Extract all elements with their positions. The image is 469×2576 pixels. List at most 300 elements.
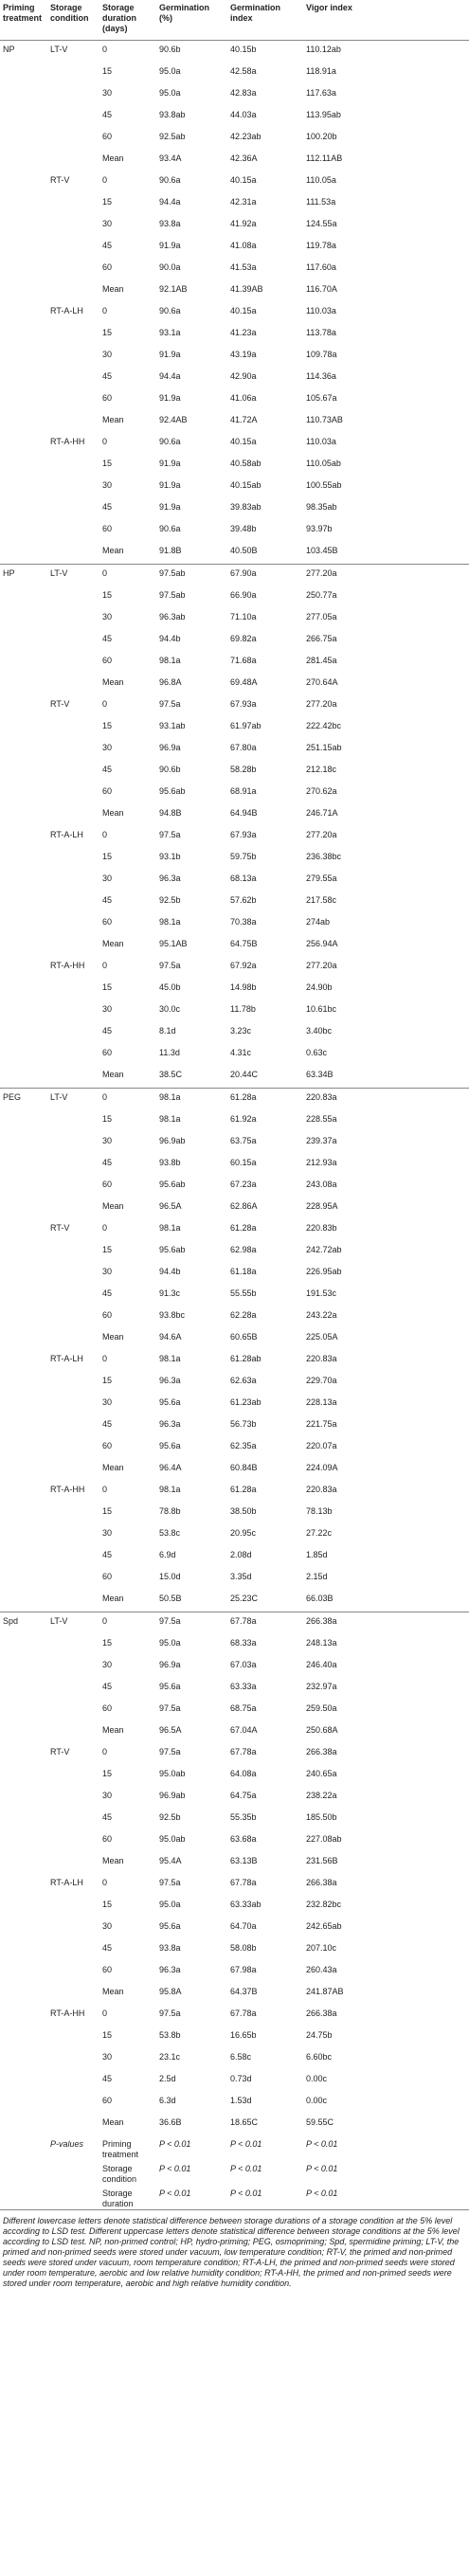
cell-vigor-index: 112.11AB: [306, 153, 343, 163]
cell-storage-duration: Mean: [102, 1856, 124, 1865]
cell-priming-treatment: [0, 630, 47, 652]
cell-storage-duration: Mean: [102, 1594, 124, 1603]
cell-vigor-index: 117.60a: [306, 262, 336, 272]
cell-germination: 45.0b: [159, 982, 181, 992]
cell-vigor-index: 185.50b: [306, 1812, 337, 1822]
cell-germination-index: 67.23a: [230, 1180, 257, 1189]
cell-pvalue-factor: Priming treatment: [102, 2139, 139, 2159]
table-row: [0, 2005, 469, 2027]
cell-vigor-index: 277.20a: [306, 830, 337, 839]
cell-priming-treatment: [0, 1546, 47, 1568]
table-row: [0, 804, 469, 826]
cell-priming-treatment: [0, 1983, 47, 2005]
cell-germination: 92.1AB: [159, 284, 188, 294]
table-row: [0, 1503, 469, 1524]
cell-storage-condition: LT-V: [47, 565, 99, 587]
cell-storage-duration: 60: [102, 1048, 113, 1057]
cell-germination-index: 55.55b: [230, 1288, 257, 1298]
table-body: [0, 41, 469, 2210]
cell-priming-treatment: [0, 1700, 47, 1721]
cell-storage-condition: [47, 1961, 99, 1983]
cell-vigor-index: 250.77a: [306, 590, 337, 600]
cell-priming-treatment: [0, 1110, 47, 1132]
cell-germination: 98.1a: [159, 656, 181, 665]
cell-priming-treatment: [0, 1219, 47, 1241]
table-row: [0, 106, 469, 128]
cell-pvalue-vigor-index: P < 0.01: [306, 2139, 338, 2149]
table-row: [0, 150, 469, 171]
cell-empty: [0, 2135, 47, 2160]
cell-storage-duration: Mean: [102, 1201, 124, 1211]
cell-storage-condition: [47, 1765, 99, 1787]
cell-storage-duration: Mean: [102, 2117, 124, 2127]
cell-germination: 96.3a: [159, 1419, 181, 1429]
cell-priming-treatment: [0, 63, 47, 84]
cell-storage-condition: [47, 520, 99, 542]
cell-germination: 96.3a: [159, 1965, 181, 1974]
table-row: [0, 1306, 469, 1328]
cell-storage-condition: RT-V: [50, 699, 70, 709]
cell-priming-treatment: [0, 1263, 47, 1285]
cell-priming-treatment: [0, 761, 47, 783]
cell-pvalue-germination-index: P < 0.01: [230, 2139, 262, 2149]
table-row: [0, 1154, 469, 1176]
cell-storage-condition: [47, 2070, 99, 2092]
cell-storage-condition: [47, 1524, 99, 1546]
cell-germination-index: 16.65b: [230, 2030, 257, 2040]
cell-germination: 92.4AB: [159, 415, 188, 424]
cell-priming-treatment: [0, 1765, 47, 1787]
cell-storage-duration: 15: [102, 2030, 113, 2040]
table-row: [0, 717, 469, 739]
cell-empty: [0, 2185, 47, 2209]
cell-pvalue-vigor-index: P < 0.01: [306, 2164, 338, 2173]
cell-storage-duration: 15: [102, 590, 113, 600]
cell-storage-condition: [47, 739, 99, 761]
cell-germination-index: 2.08d: [230, 1550, 252, 1559]
cell-germination-index: 67.93a: [230, 699, 257, 709]
cell-priming-treatment: [0, 1328, 47, 1350]
cell-priming-treatment: [0, 1787, 47, 1809]
cell-storage-condition: [47, 259, 99, 280]
table-row: [0, 1546, 469, 1568]
cell-storage-duration: 30: [102, 88, 113, 98]
cell-germination-index: 62.86A: [230, 1201, 258, 1211]
cell-germination: 96.9a: [159, 743, 181, 752]
cell-storage-duration: 45: [102, 371, 113, 381]
cell-vigor-index: 24.75b: [306, 2030, 333, 2040]
cell-germination-index: 41.06a: [230, 393, 257, 403]
cell-vigor-index: 277.20a: [306, 699, 337, 709]
cell-germination: 94.6A: [159, 1332, 182, 1342]
cell-pvalue-germination-index: P < 0.01: [230, 2164, 262, 2173]
cell-germination: 96.3ab: [159, 612, 186, 621]
cell-storage-condition: LT-V: [50, 45, 68, 54]
cell-vigor-index: 98.35ab: [306, 502, 337, 512]
cell-germination: 30.0c: [159, 1004, 181, 1014]
cell-storage-condition: [47, 2048, 99, 2070]
cell-storage-duration: 45: [102, 241, 113, 250]
cell-storage-condition: RT-V: [50, 175, 70, 185]
cell-vigor-index: 113.95ab: [306, 110, 341, 119]
cell-storage-duration: 60: [102, 262, 113, 272]
cell-storage-condition: [47, 477, 99, 498]
cell-germination: 95.0ab: [159, 1769, 186, 1778]
table-row: [0, 324, 469, 346]
cell-priming-treatment: [0, 695, 47, 717]
table-row: [0, 1918, 469, 1939]
table-row: [0, 630, 469, 652]
cell-storage-condition: RT-A-HH: [50, 1485, 85, 1494]
cell-priming-treatment: Spd: [0, 1612, 47, 1635]
cell-vigor-index: 243.08a: [306, 1180, 337, 1189]
pvalue-row: [0, 2135, 469, 2160]
cell-germination: 95.0a: [159, 88, 181, 98]
cell-germination-index: 61.28a: [227, 1089, 303, 1111]
cell-germination: 98.1a: [159, 1223, 181, 1233]
cell-storage-condition: [47, 674, 99, 695]
cell-storage-duration: 0: [102, 1878, 108, 1887]
table-row: [0, 1350, 469, 1372]
cell-germination: 93.8a: [159, 219, 181, 228]
cell-vigor-index: 220.83a: [303, 1089, 469, 1111]
cell-storage-duration: 15: [102, 1900, 113, 1909]
cell-germination-index: 67.98a: [230, 1965, 257, 1974]
cell-priming-treatment: [0, 717, 47, 739]
cell-storage-duration: 30: [102, 743, 113, 752]
cell-germination-index: 0.73d: [230, 2074, 252, 2083]
table-row: [0, 1568, 469, 1590]
cell-pvalue-vigor-index: P < 0.01: [306, 2189, 338, 2198]
cell-storage-duration: 30: [102, 1791, 113, 1800]
table-row: [0, 2114, 469, 2135]
cell-germination-index: 40.15ab: [230, 480, 262, 490]
cell-priming-treatment: [0, 1285, 47, 1306]
cell-priming-treatment: [0, 1830, 47, 1852]
cell-priming-treatment: [0, 957, 47, 979]
cell-germination-index: 44.03a: [230, 110, 257, 119]
cell-germination: 98.1a: [156, 1089, 227, 1111]
cell-storage-condition: [47, 1154, 99, 1176]
cell-storage-condition: [47, 1809, 99, 1830]
cell-priming-treatment: NP: [3, 45, 15, 54]
cell-germination: 53.8b: [159, 2030, 181, 2040]
cell-germination-index: 41.23a: [230, 328, 257, 337]
cell-storage-condition: [47, 1198, 99, 1219]
cell-storage-condition: [47, 848, 99, 870]
cell-pvalue-germination: P < 0.01: [159, 2189, 191, 2198]
cell-storage-duration: 15: [102, 459, 113, 468]
cell-priming-treatment: [0, 1874, 47, 1896]
cell-germination: 2.5d: [159, 2074, 176, 2083]
cell-storage-duration: 45: [102, 1812, 113, 1822]
cell-germination: 6.3d: [159, 2096, 176, 2105]
cell-germination: 97.5ab: [156, 565, 227, 587]
cell-germination-index: 67.03a: [230, 1660, 257, 1669]
cell-vigor-index: 110.73AB: [306, 415, 343, 424]
cell-vigor-index: 266.38a: [303, 1612, 469, 1635]
table-row: [0, 1852, 469, 1874]
cell-storage-duration: 30: [102, 219, 113, 228]
cell-germination-index: 64.08a: [230, 1769, 257, 1778]
cell-germination-index: 42.36A: [230, 153, 258, 163]
cell-germination: 96.4A: [159, 1463, 182, 1472]
cell-germination: 23.1c: [159, 2052, 181, 2062]
cell-storage-duration: 0: [99, 565, 156, 587]
cell-germination: 95.6a: [159, 1441, 181, 1450]
cell-storage-duration: 15: [102, 721, 113, 730]
cell-priming-treatment: [0, 652, 47, 674]
table-row: [0, 913, 469, 935]
cell-storage-duration: 30: [102, 1397, 113, 1407]
cell-priming-treatment: [0, 979, 47, 1000]
table-row: [0, 1678, 469, 1700]
cell-germination-index: 67.93a: [230, 830, 257, 839]
cell-germination: 93.1a: [159, 328, 181, 337]
cell-storage-condition: [47, 1415, 99, 1437]
cell-priming-treatment: [0, 1022, 47, 1044]
cell-storage-duration: 0: [102, 2009, 108, 2018]
cell-germination: 91.9a: [159, 241, 181, 250]
cell-priming-treatment: [0, 411, 47, 433]
cell-storage-duration: 60: [102, 1572, 113, 1581]
table-row: [0, 259, 469, 280]
cell-germination: 15.0d: [159, 1572, 181, 1581]
cell-storage-condition: [47, 215, 99, 237]
cell-priming-treatment: [0, 150, 47, 171]
cell-vigor-index: 260.43a: [306, 1965, 337, 1974]
cell-germination: 96.9ab: [159, 1791, 186, 1800]
cell-germination-index: 62.98a: [230, 1245, 257, 1254]
cell-storage-condition: [47, 1306, 99, 1328]
cell-storage-condition: [47, 1896, 99, 1918]
cell-storage-condition: [47, 1394, 99, 1415]
cell-storage-condition: [47, 498, 99, 520]
cell-vigor-index: 231.56B: [306, 1856, 338, 1865]
cell-storage-condition: [47, 1787, 99, 1809]
cell-pvalue-factor: Storage duration: [102, 2189, 134, 2208]
cell-vigor-index: 24.90b: [306, 982, 333, 992]
cell-storage-duration: Mean: [102, 1987, 124, 1996]
cell-germination-index: 38.50b: [230, 1506, 257, 1516]
cell-germination-index: 67.78a: [227, 1612, 303, 1635]
cell-germination-index: 41.08a: [230, 241, 257, 250]
cell-germination: 97.5a: [156, 1612, 227, 1635]
cell-vigor-index: 240.65a: [306, 1769, 337, 1778]
cell-germination: 97.5a: [159, 1878, 181, 1887]
cell-germination-index: 57.62b: [230, 895, 257, 905]
cell-priming-treatment: [0, 2048, 47, 2070]
cell-priming-treatment: [0, 215, 47, 237]
cell-germination-index: 39.48b: [230, 524, 257, 533]
cell-germination-index: 62.35a: [230, 1441, 257, 1450]
cell-storage-condition: RT-A-HH: [50, 437, 85, 446]
cell-pvalue-germination: P < 0.01: [159, 2139, 191, 2149]
cell-vigor-index: 111.53a: [306, 197, 336, 207]
cell-germination-index: 64.94B: [230, 808, 258, 818]
cell-vigor-index: 110.05a: [306, 175, 336, 185]
cell-storage-condition: [47, 1459, 99, 1481]
cell-storage-condition: [47, 913, 99, 935]
cell-germination: 11.3d: [159, 1048, 180, 1057]
table-footnote: Different lowercase letters denote statistical difference between storage durations of a storage condition at the 5% level according to LSD test. Different uppercase letters denote statistical difference between storage conditions at the 5% level according to LSD test. NP, non-primed control; HP, hydro-priming; PEG, osmopriming; Spd, spermidine priming; LT-V, the primed and non-primed seeds were stored under vacuum, low temperature condition; RT-V, the primed and non-primed seeds were stored under vacuum, room temperature condition; RT-A-LH, the primed and non-primed seeds were stored under room temperature, aerobic and low relative humidity condition; RT-A-HH, the primed and non-primed seeds were stored under room temperature, aerobic and high relative humidity condition.: [0, 2209, 469, 2289]
table-row: [0, 455, 469, 477]
cell-germination: 94.8B: [159, 808, 182, 818]
table-row: [0, 2027, 469, 2048]
table-row: [0, 957, 469, 979]
cell-priming-treatment: [0, 2005, 47, 2027]
cell-germination-index: 63.68a: [230, 1834, 257, 1844]
cell-priming-treatment: [0, 106, 47, 128]
cell-germination-index: 64.37B: [230, 1987, 258, 1996]
cell-storage-condition: [47, 280, 99, 302]
cell-germination-index: 67.78a: [230, 1747, 257, 1756]
cell-germination: 96.9a: [159, 1660, 181, 1669]
cell-germination-index: 14.98b: [230, 982, 257, 992]
cell-vigor-index: 266.75a: [306, 634, 337, 643]
cell-storage-duration: 60: [102, 132, 113, 141]
cell-germination: 97.5ab: [159, 590, 186, 600]
cell-germination-index: 64.75a: [230, 1791, 257, 1800]
pvalue-row: [0, 2185, 469, 2209]
cell-germination: 96.8A: [159, 677, 182, 687]
cell-priming-treatment: [0, 826, 47, 848]
cell-storage-duration: 0: [102, 437, 108, 446]
cell-storage-condition: LT-V: [47, 1089, 99, 1111]
cell-priming-treatment: [0, 193, 47, 215]
table-row: [0, 41, 469, 63]
cell-vigor-index: 110.03a: [306, 306, 336, 315]
cell-vigor-index: 232.82bc: [306, 1900, 342, 1909]
cell-vigor-index: 227.08ab: [306, 1834, 342, 1844]
cell-vigor-index: 103.45B: [306, 546, 338, 555]
cell-storage-condition: [47, 324, 99, 346]
cell-storage-duration: 15: [102, 982, 113, 992]
cell-germination: 96.9ab: [159, 1136, 186, 1145]
cell-storage-condition: [47, 411, 99, 433]
cell-priming-treatment: [0, 389, 47, 411]
cell-storage-duration: 60: [102, 524, 113, 533]
cell-vigor-index: 241.87AB: [306, 1987, 344, 1996]
cell-germination: 6.9d: [159, 1550, 176, 1559]
cell-germination-index: 6.58c: [230, 2052, 252, 2062]
cell-storage-duration: 60: [102, 1703, 113, 1713]
cell-germination-index: 63.33a: [230, 1682, 257, 1691]
cell-germination-index: 63.33ab: [230, 1900, 262, 1909]
cell-vigor-index: 250.68A: [306, 1725, 338, 1735]
cell-storage-duration: 0: [102, 175, 108, 185]
table-row: [0, 346, 469, 368]
cell-pvalue-germination-index: P < 0.01: [230, 2189, 262, 2198]
cell-vigor-index: 3.40bc: [306, 1026, 333, 1036]
cell-germination-index: 67.92a: [230, 961, 257, 970]
cell-germination: 95.6ab: [159, 1180, 186, 1189]
table-row: [0, 63, 469, 84]
cell-germination: 98.1a: [159, 1114, 181, 1124]
cell-germination-index: 58.28b: [230, 765, 257, 774]
cell-storage-condition: [47, 1939, 99, 1961]
table-row: [0, 1590, 469, 1612]
cell-germination-index: 40.58ab: [230, 459, 262, 468]
cell-priming-treatment: [0, 1132, 47, 1154]
cell-germination: 93.4A: [159, 153, 182, 163]
cell-storage-duration: Mean: [102, 546, 124, 555]
cell-germination-index: 42.31a: [230, 197, 257, 207]
cell-storage-duration: 60: [102, 1310, 113, 1320]
cell-germination-index: 25.23C: [230, 1594, 259, 1603]
table-row: [0, 739, 469, 761]
table-row: [0, 979, 469, 1000]
cell-priming-treatment: [0, 1350, 47, 1372]
table-row: [0, 2048, 469, 2070]
cell-storage-condition: RT-V: [50, 1223, 70, 1233]
cell-vigor-index: 212.18c: [306, 765, 337, 774]
table-row: [0, 1656, 469, 1678]
cell-storage-condition: [47, 1044, 99, 1066]
cell-storage-condition: [47, 106, 99, 128]
cell-vigor-index: 236.38bc: [306, 852, 342, 861]
cell-germination: 97.5a: [159, 961, 181, 970]
cell-vigor-index: 105.67a: [306, 393, 337, 403]
cell-priming-treatment: [0, 1066, 47, 1089]
cell-storage-condition: [47, 1700, 99, 1721]
table-row: [0, 826, 469, 848]
cell-priming-treatment: [0, 2114, 47, 2135]
table-row: [0, 695, 469, 717]
cell-vigor-index: 220.83a: [306, 1485, 337, 1494]
cell-storage-condition: [47, 1328, 99, 1350]
cell-priming-treatment: [0, 1437, 47, 1459]
cell-vigor-index: 242.72ab: [306, 1245, 342, 1254]
cell-pvalues-label: [47, 2185, 99, 2209]
cell-vigor-index: 100.20b: [306, 132, 337, 141]
cell-storage-duration: 15: [102, 852, 113, 861]
cell-storage-duration: 45: [102, 765, 113, 774]
cell-priming-treatment: [0, 2092, 47, 2114]
table-row: [0, 1132, 469, 1154]
cell-vigor-index: 228.95A: [306, 1201, 338, 1211]
cell-storage-condition: [47, 1285, 99, 1306]
cell-storage-duration: 45: [102, 895, 113, 905]
cell-priming-treatment: [0, 1044, 47, 1066]
cell-germination: 91.9a: [159, 459, 181, 468]
cell-vigor-index: 63.34B: [306, 1070, 334, 1079]
cell-storage-duration: 30: [102, 480, 113, 490]
cell-storage-duration: 30: [102, 1267, 113, 1276]
cell-germination: 94.4a: [159, 371, 181, 381]
cell-priming-treatment: [0, 2070, 47, 2092]
table-row: [0, 848, 469, 870]
cell-vigor-index: 222.42bc: [306, 721, 342, 730]
table-row: [0, 215, 469, 237]
cell-storage-condition: [47, 84, 99, 106]
cell-germination: 91.9a: [159, 393, 181, 403]
cell-storage-condition: [47, 237, 99, 259]
table-row: [0, 433, 469, 455]
table-row: [0, 2070, 469, 2092]
cell-storage-condition: [47, 1852, 99, 1874]
table-row: [0, 1612, 469, 1635]
cell-priming-treatment: [0, 84, 47, 106]
table-row: [0, 586, 469, 608]
cell-priming-treatment: [0, 1306, 47, 1328]
cell-vigor-index: 117.63a: [306, 88, 336, 98]
cell-priming-treatment: [0, 1939, 47, 1961]
cell-vigor-index: 226.95ab: [306, 1267, 342, 1276]
cell-vigor-index: 279.55a: [306, 874, 337, 883]
cell-vigor-index: 124.55a: [306, 219, 337, 228]
cell-storage-condition: RT-A-LH: [50, 306, 83, 315]
